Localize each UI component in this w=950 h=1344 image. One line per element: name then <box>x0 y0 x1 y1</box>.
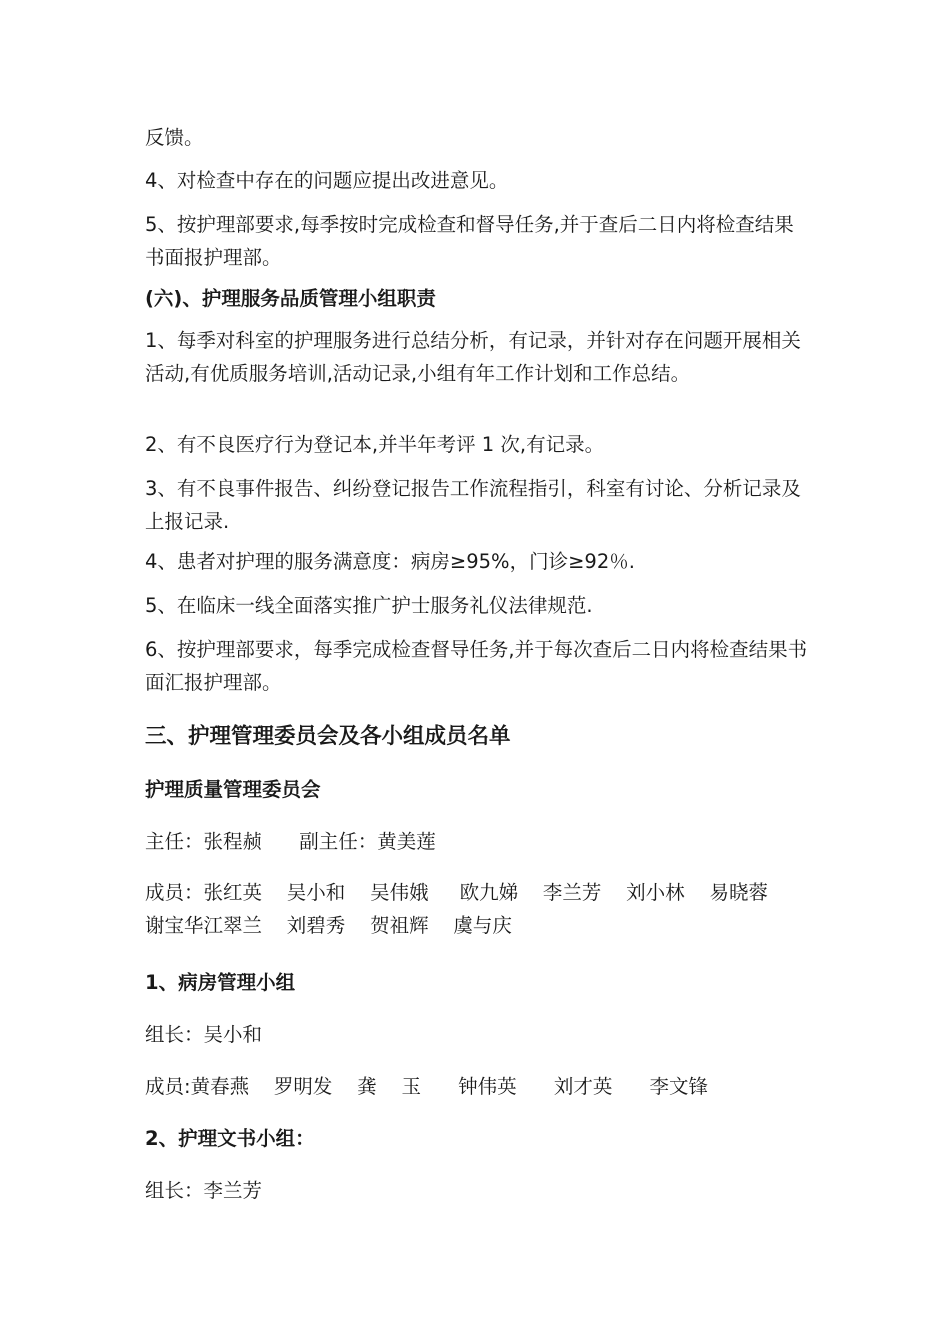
committee-leaders: 主任：张程赪 副主任：黄美莲 <box>145 830 436 853</box>
section-heading-six: (六)、护理服务品质管理小组职责 <box>145 287 436 310</box>
paragraph-item-5: 5、按护理部要求,每季按时完成检查和督导任务,并于查后二日内将检查结果书面报护理部。 <box>145 213 794 269</box>
paragraph-item-4: 4、对检查中存在的问题应提出改进意见。 <box>145 169 509 192</box>
service-item-4: 4、患者对护理的服务满意度：病房≥95%，门诊≥92％. <box>145 550 635 573</box>
group-2-leader: 组长：李兰芳 <box>145 1179 263 1202</box>
section-heading-three: 三、护理管理委员会及各小组成员名单 <box>145 724 511 749</box>
group-1-leader: 组长：吴小和 <box>145 1023 263 1046</box>
service-item-3: 3、有不良事件报告、纠纷登记报告工作流程指引，科室有讨论、分析记录及上报记录. <box>145 477 801 533</box>
service-item-6: 6、按护理部要求，每季完成检查督导任务,并于每次查后二日内将检查结果书面汇报护理部。 <box>145 638 808 694</box>
service-item-1: 1、每季对科室的护理服务进行总结分析，有记录，并针对存在问题开展相关活动,有优质服务培训,活动记录,小组有年工作计划和工作总结。 <box>145 329 801 385</box>
service-item-5: 5、在临床一线全面落实推广护士服务礼仪法律规范. <box>145 594 593 617</box>
paragraph-feedback: 反馈。 <box>145 126 204 149</box>
group-1-members: 成员:黄春燕 罗明发 龚 玉 钟伟英 刘才英 李文锋 <box>145 1075 709 1098</box>
committee-members: 成员：张红英 吴小和 吴伟娥 欧九娣 李兰芳 刘小林 易晓蓉 谢宝华江翠兰 刘碧秀 贺祖辉 虞与庆 <box>145 881 793 937</box>
group-2-title: 2、护理文书小组： <box>145 1127 315 1150</box>
group-1-title: 1、病房管理小组 <box>145 971 296 994</box>
committee-title: 护理质量管理委员会 <box>145 778 321 801</box>
service-item-2: 2、有不良医疗行为登记本,并半年考评 1 次,有记录。 <box>145 433 605 456</box>
